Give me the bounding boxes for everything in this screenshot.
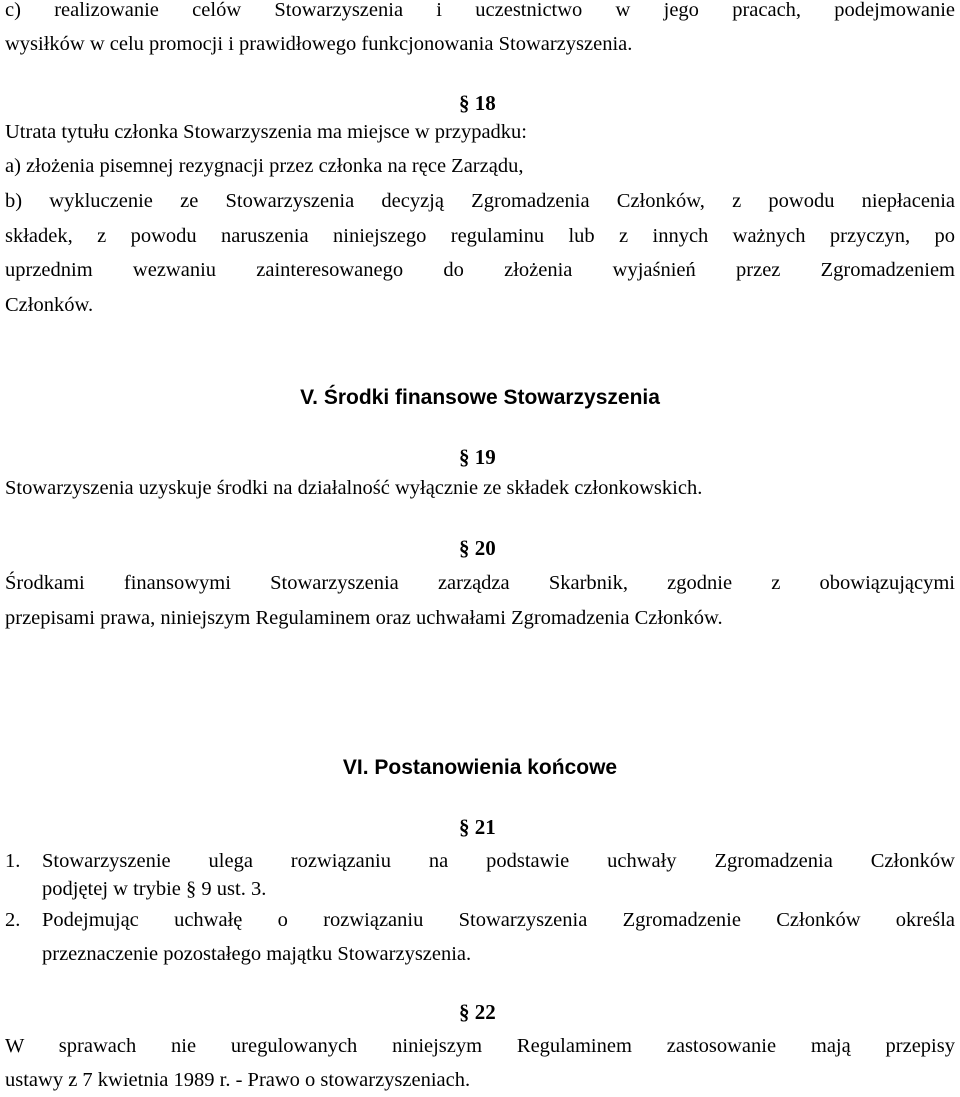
text-line: przepisami prawa, niniejszym Regulaminem oraz uchwałami Zgromadzenia Członków. xyxy=(5,607,723,629)
text-line: a) złożenia pisemnej rezygnacji przez członka na ręce Zarządu, xyxy=(5,155,524,177)
text-line: W sprawach nie uregulowanych niniejszym Regulaminem zastosowanie mają przepisy xyxy=(5,1035,955,1057)
section-title-5: V. Środki finansowe Stowarzyszenia xyxy=(300,386,660,409)
text-line: wysiłków w celu promocji i prawidłowego funkcjonowania Stowarzyszenia. xyxy=(5,33,633,55)
text-line: b) wykluczenie ze Stowarzyszenia decyzją Zgromadzenia Członków, z powodu niepłacenia xyxy=(5,190,955,212)
list-item-line: podjętej w trybie § 9 ust. 3. xyxy=(42,878,267,900)
list-number: 2. xyxy=(5,909,21,931)
text-line: uprzednim wezwaniu zainteresowanego do złożenia wyjaśnień przez Zgromadzeniem xyxy=(5,259,955,281)
text-line: ustawy z 7 kwietnia 1989 r. - Prawo o stowarzyszeniach. xyxy=(5,1069,471,1091)
list-item-line: Stowarzyszenie ulega rozwiązaniu na podstawie uchwały Zgromadzenia Członków xyxy=(42,850,955,872)
text-line: Środkami finansowymi Stowarzyszenia zarządza Skarbnik, zgodnie z obowiązującymi xyxy=(5,572,955,594)
paragraph-heading-19: § 19 xyxy=(459,445,496,469)
list-number: 1. xyxy=(5,850,21,872)
text-line: składek, z powodu naruszenia niniejszego regulaminu lub z innych ważnych przyczyn, po xyxy=(5,225,955,247)
paragraph-heading-21: § 21 xyxy=(459,815,496,839)
list-item-line: Podejmując uchwałę o rozwiązaniu Stowarzyszenia Zgromadzenie Członków określa xyxy=(42,909,955,931)
section-title-6: VI. Postanowienia końcowe xyxy=(342,756,618,779)
list-item-line: przeznaczenie pozostałego majątku Stowarzyszenia. xyxy=(42,943,472,965)
text-line: Stowarzyszenia uzyskuje środki na działalność wyłącznie ze składek członkowskich. xyxy=(5,477,703,499)
paragraph-heading-22: § 22 xyxy=(459,1000,496,1024)
text-line: Utrata tytułu członka Stowarzyszenia ma miejsce w przypadku: xyxy=(5,121,527,143)
text-line: Członków. xyxy=(5,294,94,316)
paragraph-heading-20: § 20 xyxy=(459,536,496,560)
text-line: c) realizowanie celów Stowarzyszenia i uczestnictwo w jego pracach, podejmowanie xyxy=(5,0,955,21)
paragraph-heading-18: § 18 xyxy=(459,91,496,115)
